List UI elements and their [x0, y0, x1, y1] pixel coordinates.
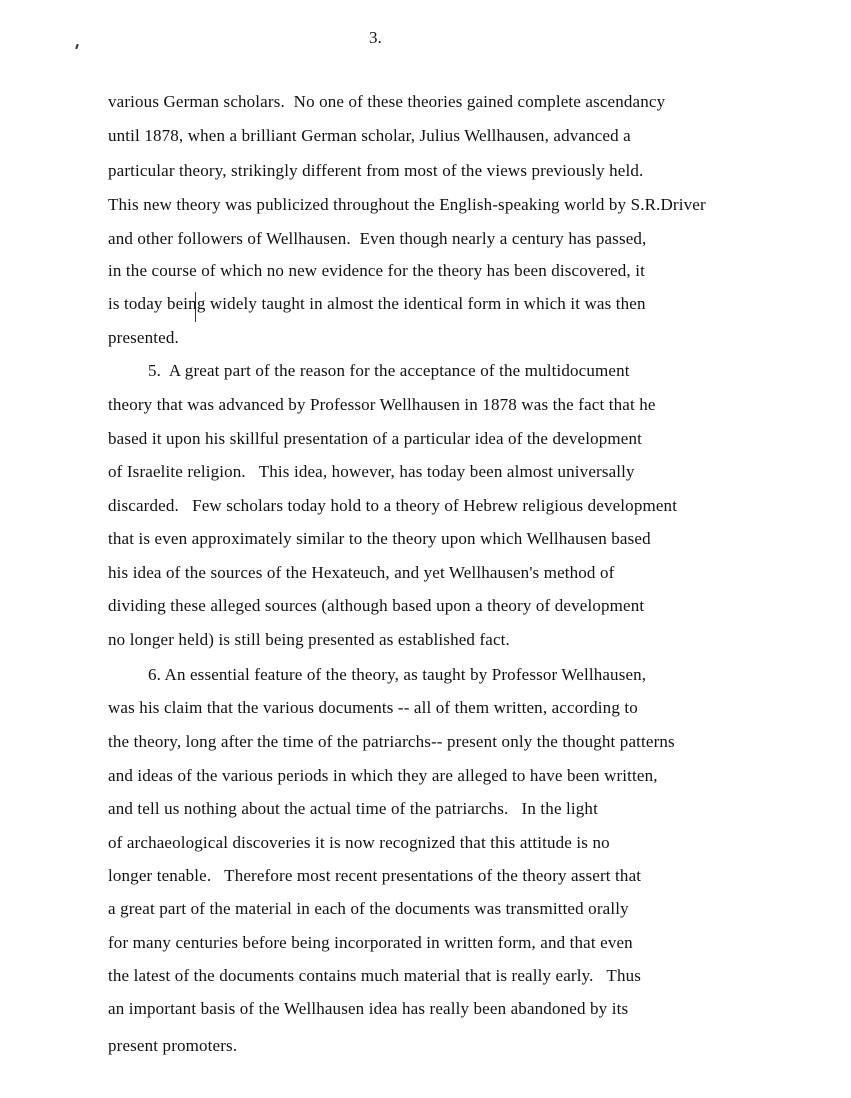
stray-mark [75, 44, 79, 49]
text-line: and other followers of Wellhausen. Even though nearly a century has passed, [108, 229, 647, 248]
text-line: and tell us nothing about the actual time of the patriarchs. In the light [108, 799, 598, 818]
text-line: 5. A great part of the reason for the acceptance of the multidocument [148, 361, 630, 380]
text-line: theory that was advanced by Professor Wellhausen in 1878 was the fact that he [108, 395, 656, 414]
text-line: present promoters. [108, 1036, 238, 1055]
text-line: discarded. Few scholars today hold to a theory of Hebrew religious development [108, 496, 678, 515]
text-line: the theory, long after the time of the patriarchs-- present only the thought patterns [108, 732, 675, 751]
text-line: and ideas of the various periods in which they are alleged to have been written, [108, 766, 658, 785]
text-line: an important basis of the Wellhausen idea has really been abandoned by its [108, 999, 629, 1018]
text-line: dividing these alleged sources (although based upon a theory of development [108, 596, 645, 615]
text-line: was his claim that the various documents -- all of them written, according to [108, 698, 638, 717]
text-line: until 1878, when a brilliant German scholar, Julius Wellhausen, advanced a [108, 126, 631, 145]
page-number: 3. [369, 28, 382, 47]
text-line: This new theory was publicized throughout the English-speaking world by S.R.Driver [108, 195, 706, 214]
text-line: no longer held) is still being presented as established fact. [108, 630, 510, 649]
text-line: based it upon his skillful presentation of a particular idea of the development [108, 429, 642, 448]
text-line: of archaeological discoveries it is now recognized that this attitude is no [108, 833, 610, 852]
text-line: various German scholars. No one of these theories gained complete ascendancy [108, 92, 666, 111]
text-line: presented. [108, 328, 179, 347]
text-line: his idea of the sources of the Hexateuch, and yet Wellhausen's method of [108, 563, 615, 582]
text-line: the latest of the documents contains much material that is really early. Thus [108, 966, 642, 985]
text-line: 6. An essential feature of the theory, as taught by Professor Wellhausen, [148, 665, 647, 684]
text-line: particular theory, strikingly different from most of the views previously held. [108, 161, 644, 180]
text-line: for many centuries before being incorporated in written form, and that even [108, 933, 633, 952]
text-line: of Israelite religion. This idea, however, has today been almost universally [108, 462, 635, 481]
text-line: is today being widely taught in almost the identical form in which it was then [108, 294, 646, 313]
text-line: longer tenable. Therefore most recent presentations of the theory assert that [108, 866, 642, 885]
text-line: a great part of the material in each of the documents was transmitted orally [108, 899, 629, 918]
text-line: that is even approximately similar to the theory upon which Wellhausen based [108, 529, 651, 548]
text-line: in the course of which no new evidence for the theory has been discovered, it [108, 261, 645, 280]
